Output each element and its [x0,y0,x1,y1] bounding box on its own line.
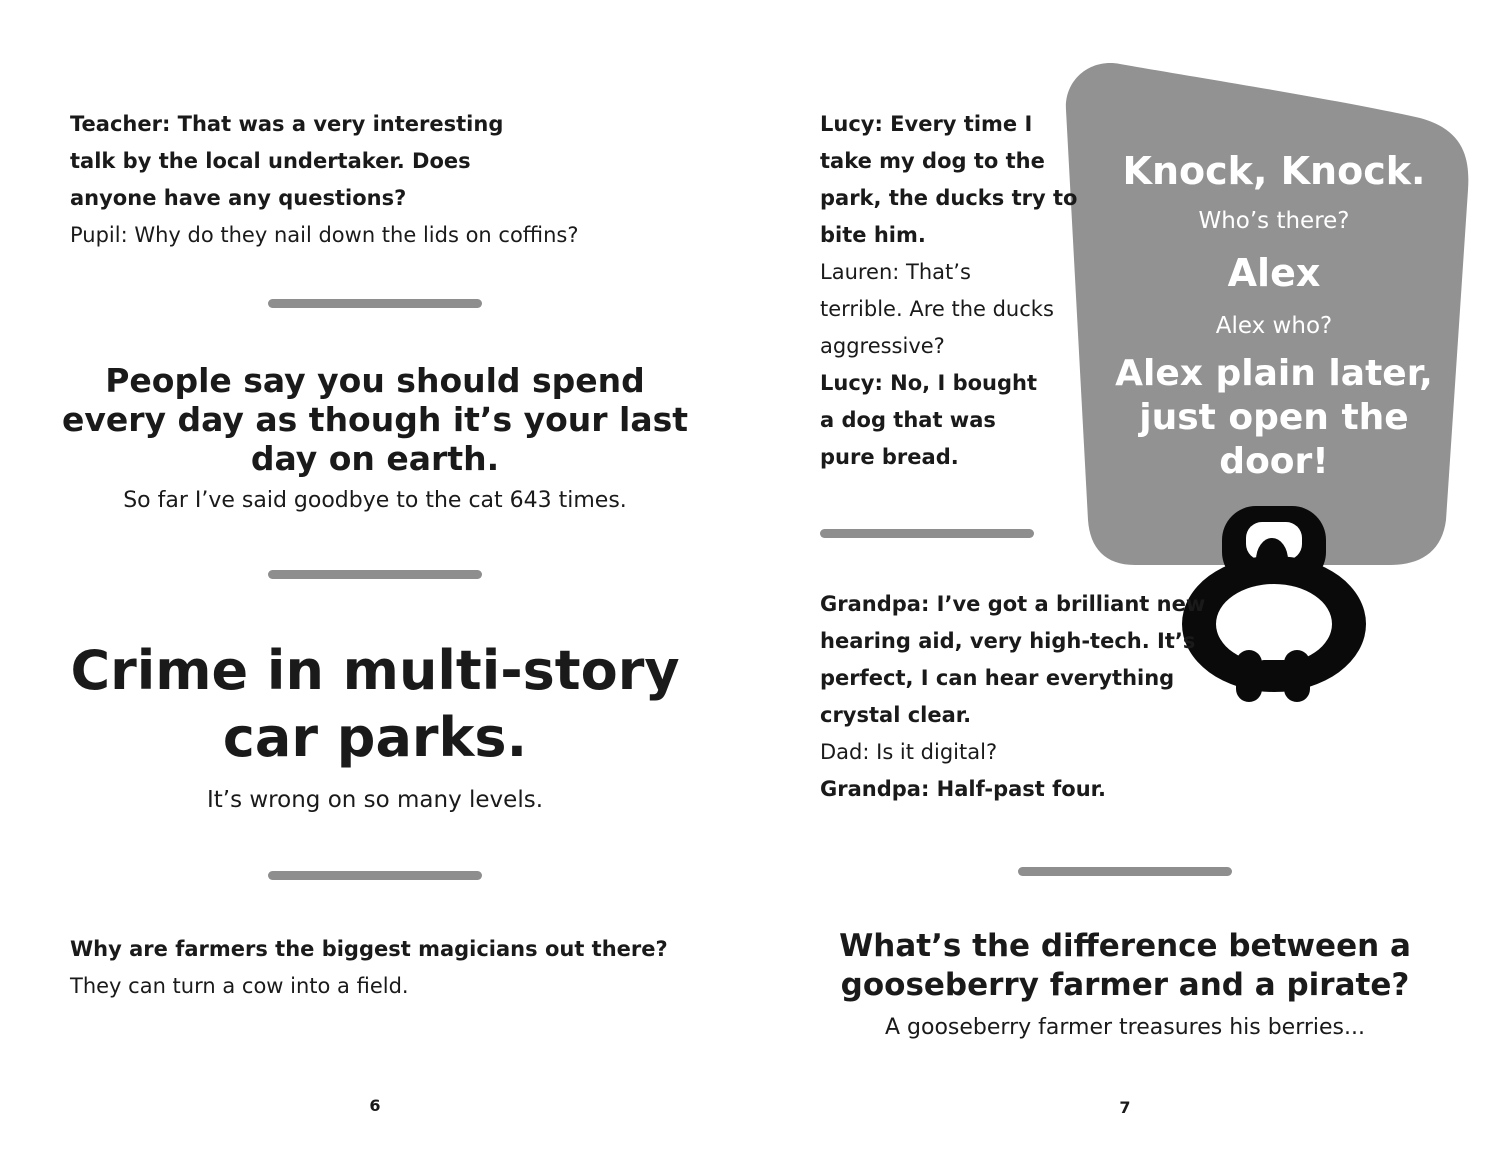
knock-name: Alex [1227,251,1321,295]
dialogue-line: Lauren: That’s [820,260,971,284]
joke-heading [800,927,1450,1005]
joke-punchline: It’s wrong on so many levels. [206,787,544,813]
page-number: 7 [1119,1098,1131,1117]
knock-knock-joke [1094,146,1454,484]
heading-line: day on earth. [250,439,500,478]
heading-line: What’s the difference between a [839,928,1411,964]
joke-gooseberry-pirate [800,927,1450,1040]
dialogue-line: take my dog to the [820,149,1045,173]
heading-line: People say you should spend [105,361,645,400]
dialogue-line: terrible. Are the ducks [820,297,1054,321]
joke-lucy-dog [820,106,1077,476]
punchline-line: just open the [1139,397,1409,438]
dialogue-line: perfect, I can hear everything [820,666,1175,690]
dialogue-line: Pupil: Why do they nail down the lids on coffins? [70,223,579,247]
heading-line: Crime in multi-story [70,639,680,702]
dialogue-line: pure bread. [820,445,959,469]
joke-punchline: So far I’ve said goodbye to the cat 643 times. [123,488,627,513]
heading-line: gooseberry farmer and a pirate? [840,967,1410,1003]
knock-punchline [1094,352,1454,484]
dialogue-line: bite him. [820,223,926,247]
heading-line: car parks. [222,706,528,769]
knock-reply: Alex who? [1215,313,1333,339]
page-number: 6 [369,1096,381,1115]
dialogue-line: Grandpa: I’ve got a brilliant new [820,592,1206,616]
knock-line: Knock, Knock. [1122,149,1426,193]
dialogue-line: talk by the local undertaker. Does [70,149,471,173]
joke-grandpa-hearing-aid [820,586,1205,808]
dialogue-line: aggressive? [820,334,945,358]
joke-punchline: A gooseberry farmer treasures his berries... [885,1015,1365,1040]
dialogue-line: Lucy: Every time I [820,112,1033,136]
section-divider [1018,867,1232,876]
dialogue-line: park, the ducks try to [820,186,1078,210]
dialogue-line: crystal clear. [820,703,972,727]
heading-line: every day as though it’s your last [61,400,689,439]
dialogue-line: Grandpa: Half-past four. [820,777,1106,801]
knock-reply: Who’s there? [1198,208,1350,234]
dialogue-line: anyone have any questions? [70,186,407,210]
joke-question: Why are farmers the biggest magicians out there? [70,937,668,961]
dialogue-line: Dad: Is it digital? [820,740,998,764]
dialogue-line: a dog that was [820,408,996,432]
punchline-line: Alex plain later, [1115,353,1433,394]
punchline-line: door! [1219,441,1329,482]
joke-answer: They can turn a cow into a field. [70,974,409,998]
dialogue-line: hearing aid, very high-tech. It’s [820,629,1196,653]
dialogue-line: Teacher: That was a very interesting [70,112,504,136]
section-divider [820,529,1034,538]
dialogue-line: Lucy: No, I bought [820,371,1038,395]
